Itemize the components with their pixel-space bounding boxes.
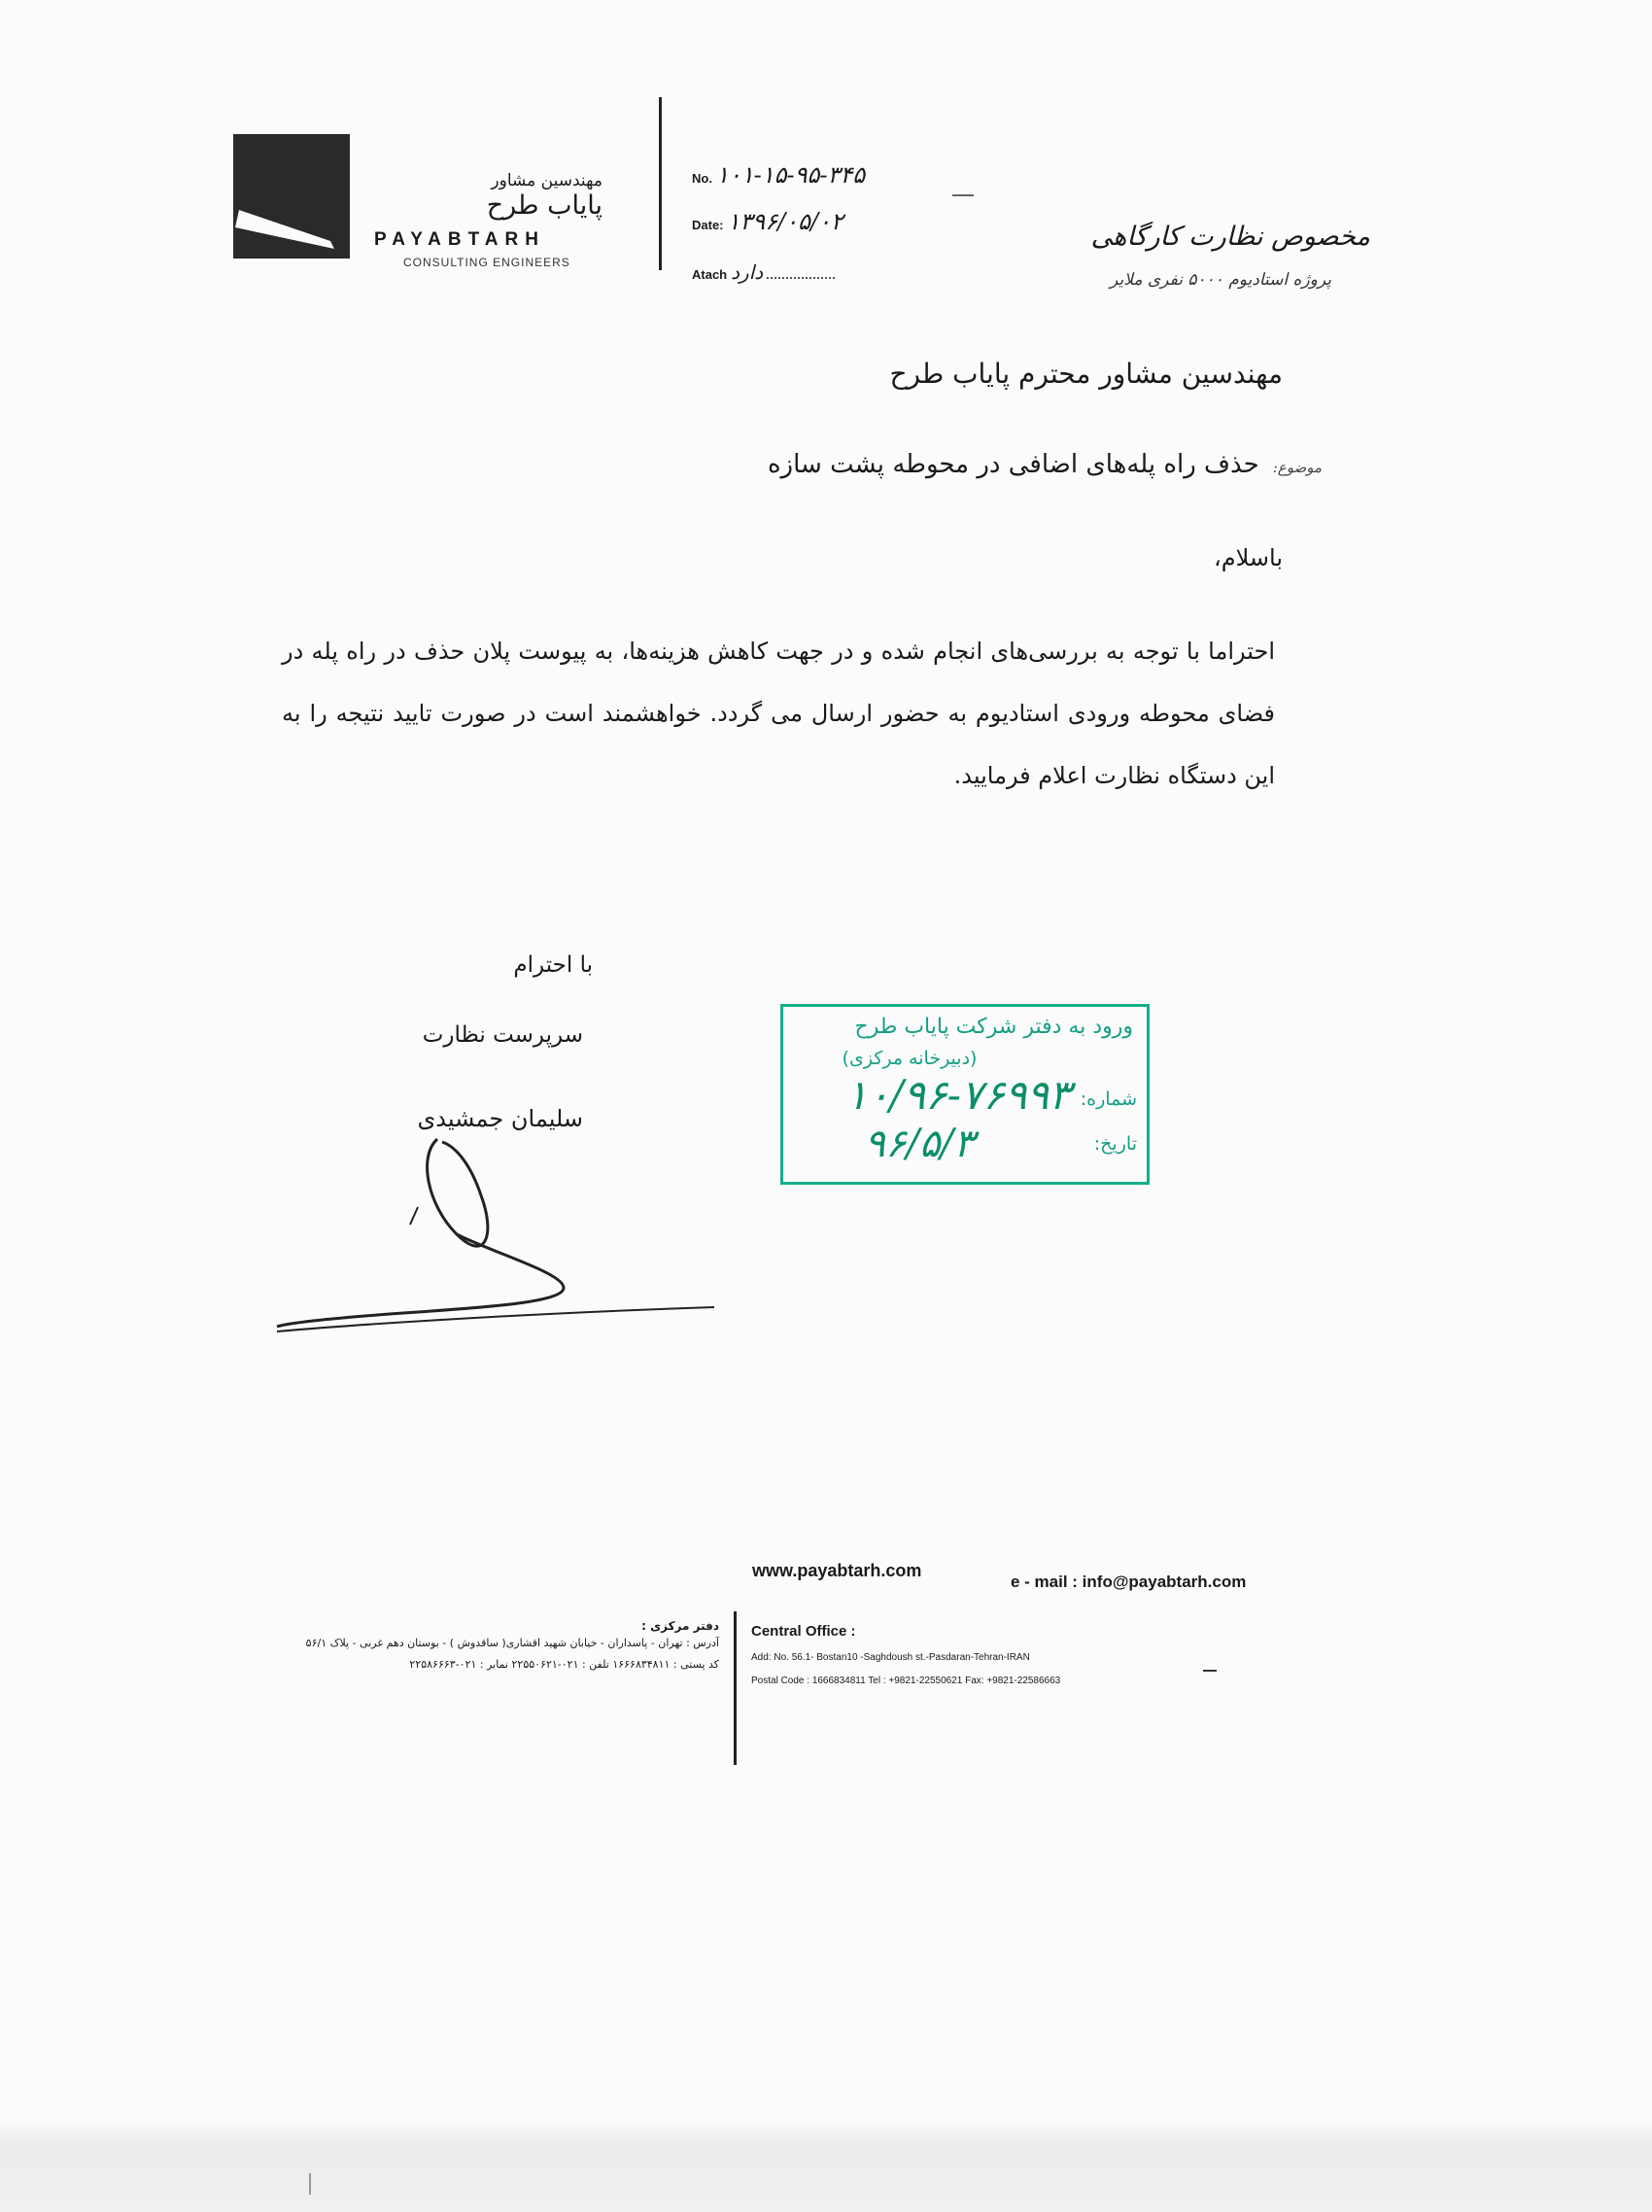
signer-title: سرپرست نظارت — [422, 1022, 583, 1048]
stamp-date: ۹۶/۵/۳ — [864, 1122, 975, 1166]
letter-body: احتراما با توجه به بررسی‌های انجام شده و در جهت کاهش هزینه‌ها، به پیوست پلان حذف در راه پله در فضای محوطه ورودی استادیوم به حضور ارسال می گردد. خواهشمند است در صورت تایید نتیجه را به این دستگاه نظارت اعلام فرمایید. — [282, 638, 1275, 789]
firm-logo-icon — [233, 134, 350, 259]
subject-text: حذف راه پله‌های اضافی در محوطه پشت سازه — [767, 450, 1259, 479]
attachment-label: Atach — [692, 267, 728, 282]
signer-name: سلیمان جمشیدی — [417, 1105, 583, 1132]
letter-number — [692, 161, 865, 189]
attachment-dots — [767, 267, 835, 279]
subject-label: موضوع: — [1272, 459, 1322, 476]
recipient: مهندسین مشاور محترم پایاب طرح — [889, 358, 1283, 390]
letter-number-label: No. — [692, 171, 712, 186]
stamp-title: ورود به دفتر شرکت پایاب طرح — [854, 1015, 1133, 1039]
letter-number-value: ۱۰۱-۱۵-۹۵-۳۴۵ — [715, 161, 866, 189]
letter-date — [692, 208, 843, 235]
email-link[interactable]: e - mail : info@payabtarh.com — [1011, 1573, 1247, 1591]
subject-line — [602, 450, 1322, 479]
central-office-title: Central Office : — [751, 1623, 856, 1640]
central-office-contact: Postal Code : 1666834811 Tel : +9821-22550621 Fax: +9821-22586663 — [751, 1676, 1061, 1686]
closing: با احترام — [513, 952, 593, 978]
central-office-address: Add: No. 56.1- Bostan10 -Saghdoush st.-Pasdaran-Tehran-IRAN — [751, 1652, 1030, 1663]
pen-dash — [952, 194, 974, 196]
footer-divider — [734, 1611, 737, 1765]
letter-attachment — [692, 260, 835, 284]
attachment-value: دارد — [731, 260, 764, 284]
firm-name-fa: پایاب طرح — [486, 190, 602, 221]
receipt-stamp — [780, 1004, 1150, 1185]
website-link[interactable]: www.payabtarh.com — [752, 1561, 922, 1580]
letter-date-value: ۱۳۹۶/۰۵/۰۲ — [727, 208, 843, 235]
stamp-number-label: شماره: — [1080, 1089, 1137, 1110]
stamp-subtitle: (دبیرخانه مرکزی) — [842, 1048, 978, 1069]
firm-name-en: PAYABTARH — [374, 229, 545, 250]
margin-dash — [1203, 1670, 1217, 1672]
supervision-note: مخصوص نظارت کارگاهی — [1090, 222, 1370, 252]
firm-subtitle-en: CONSULTING ENGINEERS — [403, 256, 570, 269]
greeting: باسلام، — [1213, 544, 1283, 571]
project-note: پروژه استادیوم ۵۰۰۰ نفری ملایر — [1110, 270, 1331, 290]
handwritten-signature — [272, 1118, 719, 1361]
header-divider — [659, 97, 662, 270]
central-office-contact-fa: کد پستی : ۱۶۶۶۸۳۴۸۱۱ تلفن : ۰۲۱-۲۲۵۵۰۶۲۱ نمابر : ۰۲۱-۲۲۵۸۶۶۶۳ — [409, 1658, 719, 1671]
stamp-number: ۱۰/۹۶-۷۶۹۹۳ — [845, 1071, 1071, 1119]
central-office-title-fa: دفتر مرکزی : — [641, 1619, 719, 1633]
scan-mark — [309, 2173, 311, 2195]
scan-shadow — [0, 2119, 1652, 2212]
letter-date-label: Date: — [692, 218, 724, 232]
firm-title-fa-small: مهندسین مشاور — [491, 171, 602, 190]
stamp-date-label: تاریخ: — [1093, 1133, 1137, 1155]
central-office-address-fa: آدرس : تهران - پاسداران - خیابان شهید اقشاری( ساقدوش ) - بوستان دهم غربی - پلاک ۵۶/۱ — [305, 1637, 719, 1649]
